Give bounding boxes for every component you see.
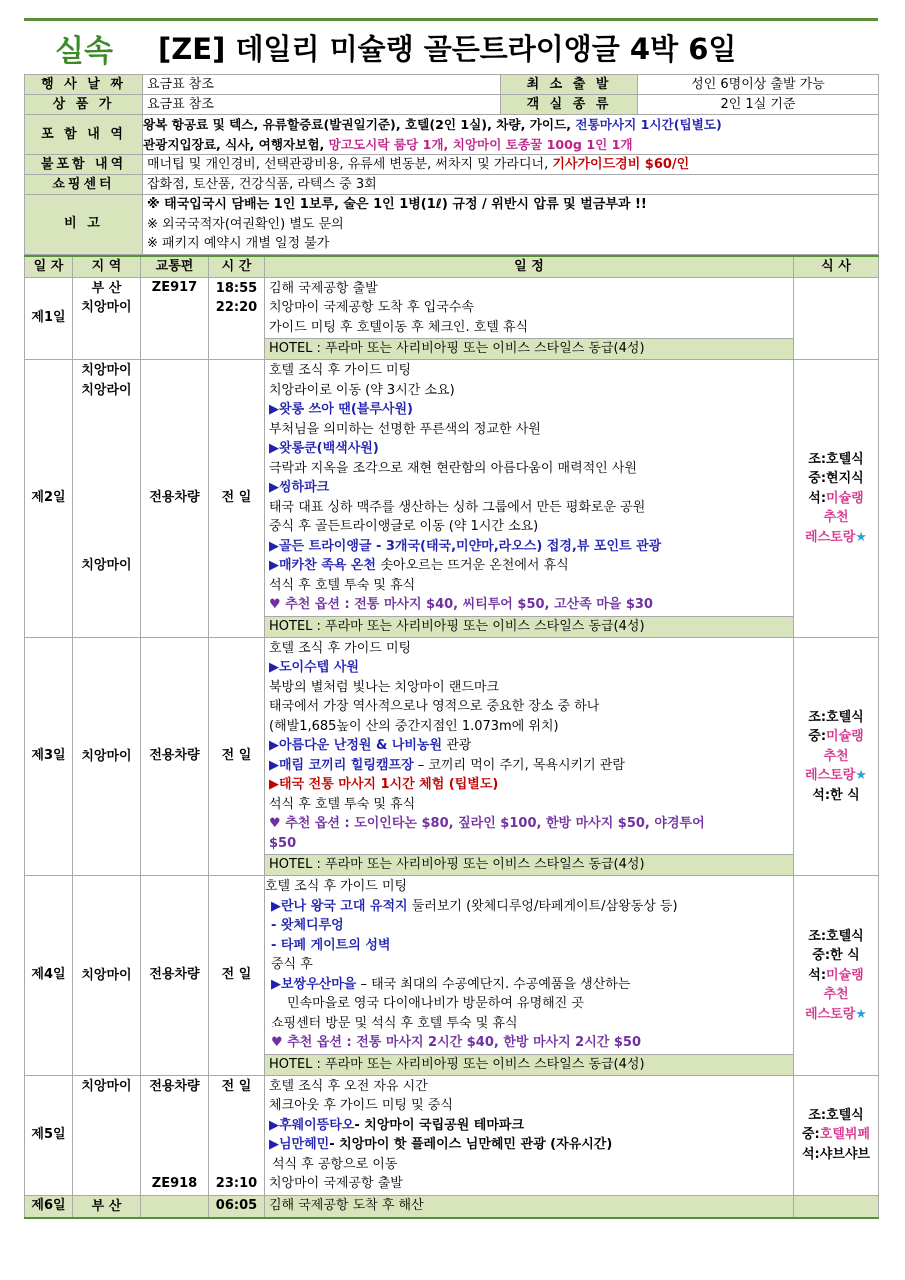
- day-5-label: 제5일: [25, 1075, 73, 1195]
- day-5-transport: 전용차량 ZE918: [141, 1075, 209, 1195]
- day-6-time: 06:05: [209, 1195, 265, 1218]
- day-1-flight: ZE917: [141, 277, 209, 360]
- day-4-transport: 전용차량: [141, 876, 209, 1076]
- room-type-label: 객 실 종 류: [501, 95, 638, 115]
- day-3-transport: 전용차량: [141, 637, 209, 876]
- note-label: 비 고: [25, 195, 143, 255]
- day-2-region: 치앙마이 치앙라이 치앙마이: [73, 360, 141, 638]
- col-transport: 교통편: [141, 256, 209, 278]
- day-1-schedule: 김해 국제공항 출발 치앙마이 국제공항 도착 후 입국수속 가이드 미팅 후 호텔이동 후 체크인. 호텔 휴식: [265, 277, 794, 339]
- min-departure-label: 최 소 출 발: [501, 75, 638, 95]
- day-2-transport: 전용차량: [141, 360, 209, 638]
- star-icon: ★: [855, 768, 867, 783]
- col-meal: 식 사: [794, 256, 879, 278]
- itinerary-page: [24, 18, 878, 1219]
- day-5-time: 전 일 23:10: [209, 1075, 265, 1195]
- include-label: 포 함 내 역: [25, 115, 143, 155]
- heart-icon: ♥: [271, 1035, 283, 1050]
- col-region: 지 역: [73, 256, 141, 278]
- include-value: 왕복 항공료 및 텍스, 유류할증료(발권일기준), 호텔(2인 1실), 차량, 가이드, 전통마사지 1시간(팁별도) 관광지입장료, 식사, 여행자보험, 망고도시락 룸당 1개, 치앙마이 토종꿀 100g 1인 1개: [143, 115, 879, 155]
- star-icon: ★: [855, 1006, 867, 1022]
- day-4-hotel: HOTEL : 푸라마 또는 사리비아핑 또는 이비스 스타일스 동급(4성): [265, 1054, 794, 1075]
- info-table: [24, 74, 879, 255]
- day-1-label: 제1일: [25, 277, 73, 360]
- day-4-time: 전 일: [209, 876, 265, 1076]
- schedule-table: [24, 255, 879, 1220]
- price-label: 상 품 가: [25, 95, 143, 115]
- min-departure-value: 성인 6명이상 출발 가능: [638, 75, 879, 95]
- date-label: 행 사 날 짜: [25, 75, 143, 95]
- date-value: 요금표 참조: [143, 75, 501, 95]
- day-1-row: [25, 277, 879, 339]
- day-2-time: 전 일: [209, 360, 265, 638]
- day-2-hotel: HOTEL : 푸라마 또는 사리비아핑 또는 이비스 스타일스 동급(4성): [265, 616, 794, 637]
- day-2-meal: 조:호텔식 중:현지식 석:미슐랭 추천 레스토랑★: [794, 360, 879, 638]
- col-time: 시 간: [209, 256, 265, 278]
- day-6-transport: [141, 1195, 209, 1218]
- day-6-meal: [794, 1195, 879, 1218]
- star-icon: ★: [855, 529, 867, 545]
- day-2-schedule: 호텔 조식 후 가이드 미팅 치앙라이로 이동 (약 3시간 소요) ▶왓롱 쓰아 땐(블루사원) 부처님을 의미하는 선명한 푸른색의 정교한 사원 ▶왓롱쿤(백색사원) 극락과 지옥을 조각으로 재현 현란함의 아름다움이 매력적인 사원 ▶씽하파크 태국 대표 싱하 맥주를 생산하는 싱하 그룹에서 만든 평화로운 공원 중식 후 골든트라이앵글로 이동 (약 1시간 소요) ▶골든 트라이앵글 - 3개국(태국,미얀마,라오스) 접경,뷰 포인트 관광 ▶매카찬 족욕 온천 솟아오르는 뜨거운 온천에서 휴식 석식 후 호텔 투숙 및 휴식 ♥ 추천 옵션 : 전통 마사지 $40, 씨티투어 $50, 고산족 마을 $30: [265, 360, 794, 617]
- day-3-schedule: 호텔 조식 후 가이드 미팅 ▶도이수텝 사원 북방의 별처럼 빛나는 치앙마이 랜드마크 태국에서 가장 역사적으로나 영적으로 중요한 장소 중 하나 (해발1,685높이 산의 중간지점인 1.073m에 위치) ▶아름다운 난정원 & 나비농원 관광 ▶매림 코끼리 힐링캠프장 – 코끼리 먹이 주기, 목욕시키기 관람 ▶태국 전통 마사지 1시간 체험 (팁별도) 석식 후 호텔 투숙 및 휴식 ♥ 추천 옵션 : 도이인타논 $80, 짚라인 $100, 한방 마사지 $50, 야경투어 $50: [265, 637, 794, 855]
- day-2-label: 제2일: [25, 360, 73, 638]
- day-3-meal: 조:호텔식 중:미슐랭 추천 레스토랑★ 석:한 식: [794, 637, 879, 876]
- col-schedule: 일 정: [265, 256, 794, 278]
- shopping-label: 쇼핑센터: [25, 175, 143, 195]
- day-1-region: 부 산 치앙마이: [73, 277, 141, 360]
- title-row: [24, 18, 878, 74]
- exclude-value: 매너팁 및 개인경비, 선택관광비용, 유류세 변동분, 써차지 및 가라디너, 기사가이드경비 $60/인: [143, 155, 879, 175]
- day-1-meal: [794, 277, 879, 360]
- exclude-label: 불포함 내역: [25, 155, 143, 175]
- product-tag: 실속: [55, 33, 113, 69]
- day-2-row: [25, 360, 879, 617]
- day-5-schedule: 호텔 조식 후 오전 자유 시간 체크아웃 후 가이드 미팅 및 중식 ▶후웨이뜽타오- 치앙마이 국립공원 테마파크 ▶님만헤민- 치앙마이 핫 플레이스 님만헤민 관광 (자유시간) 석식 후 공항으로 이동 치앙마이 국제공항 출발: [265, 1075, 794, 1195]
- room-type-value: 2인 1실 기준: [638, 95, 879, 115]
- shopping-value: 잡화점, 토산품, 건강식품, 라텍스 중 3회: [143, 175, 879, 195]
- heart-icon: ♥: [269, 816, 281, 831]
- price-value: 요금표 참조: [143, 95, 501, 115]
- col-day: 일 자: [25, 256, 73, 278]
- day-5-region: 치앙마이: [73, 1075, 141, 1195]
- day-3-time: 전 일: [209, 637, 265, 876]
- page-title: [ZE] 데일리 미슐랭 골든트라이앵글 4박 6일: [158, 32, 737, 66]
- heart-icon: ♥: [269, 597, 281, 612]
- day-5-row: [25, 1075, 879, 1195]
- day-3-region: 치앙마이: [73, 637, 141, 876]
- day-1-times: 18:55 22:20: [209, 277, 265, 360]
- day-4-meal: 조:호텔식 중:한 식 석:미슐랭 추천 레스토랑★: [794, 876, 879, 1076]
- note-value: ※ 태국입국시 담배는 1인 1보루, 술은 1인 1병(1ℓ) 규정 / 위반시 압류 및 벌금부과 !! ※ 외국국적자(여권확인) 별도 문의 ※ 패키지 예약시 개별 일정 불가: [143, 195, 879, 255]
- day-4-region: 치앙마이: [73, 876, 141, 1076]
- day-3-hotel: HOTEL : 푸라마 또는 사리비아핑 또는 이비스 스타일스 동급(4성): [265, 855, 794, 876]
- day-5-meal: 조:호텔식 중:호텔뷔페 석:샤브샤브: [794, 1075, 879, 1195]
- day-6-region: 부 산: [73, 1195, 141, 1218]
- day-4-row: [25, 876, 879, 1055]
- day-3-row: [25, 637, 879, 855]
- day-6-schedule: 김해 국제공항 도착 후 해산: [265, 1195, 794, 1218]
- day-6-row: [25, 1195, 879, 1218]
- day-4-schedule: 호텔 조식 후 가이드 미팅 ▶란나 왕국 고대 유적지 둘러보기 (왓체디루엉/타페게이트/삼왕동상 등) - 왓체디루엉 - 타페 게이트의 성벽 중식 후 ▶보쌍우산마을 – 태국 최대의 수공예단지. 수공예품을 생산하는 민속마을로 영국 다이애나비가 방문하여 유명해진 곳 쇼핑센터 방문 및 석식 후 호텔 투숙 및 휴식 ♥ 추천 옵션 : 전통 마사지 2시간 $40, 한방 마사지 2시간 $50: [265, 876, 794, 1055]
- day-6-label: 제6일: [25, 1195, 73, 1218]
- day-1-hotel: HOTEL : 푸라마 또는 사리비아핑 또는 이비스 스타일스 동급(4성): [265, 339, 794, 360]
- day-4-label: 제4일: [25, 876, 73, 1076]
- day-3-label: 제3일: [25, 637, 73, 876]
